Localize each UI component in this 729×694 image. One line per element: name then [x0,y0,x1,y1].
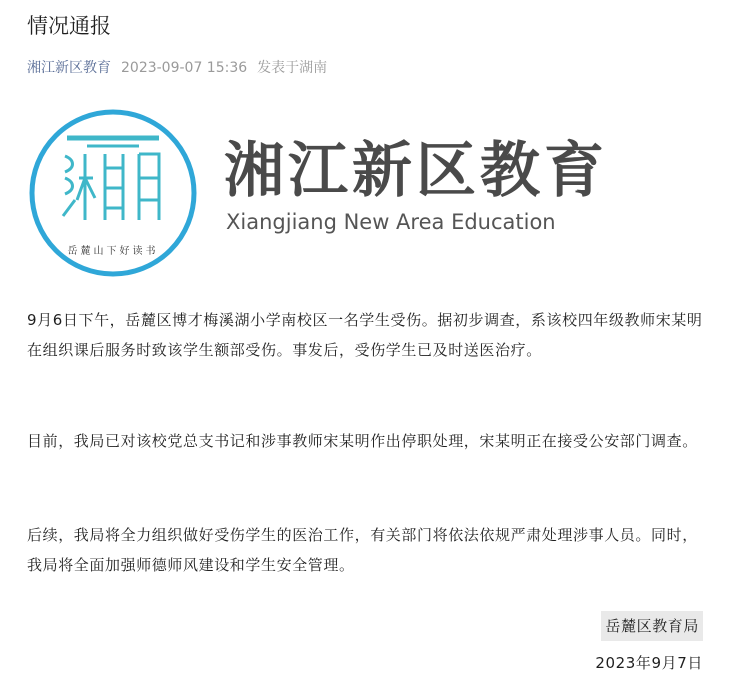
publish-time: 2023-09-07 15:36 [121,60,248,76]
account-name-link[interactable]: 湘江新区教育 [27,60,111,76]
logo-name-english: Xiangjiang New Area Education [226,210,556,234]
logo-seal-text: 岳麓山下好读书 [67,246,159,257]
publish-location: 发表于湖南 [257,60,328,76]
signature-issuer: 岳麓区教育局 [601,611,703,641]
logo-name-chinese: 湘江新区教育 [224,136,608,206]
article-title: 情况通报 [27,14,111,38]
body-paragraph-2: 目前，我局已对该校党总支书记和涉事教师宋某明作出停职处理，宋某明正在接受公安部门调查。 [27,432,698,450]
logo-banner-image [27,108,627,278]
body-paragraph-1: 9月6日下午，岳麓区博才梅溪湖小学南校区一名学生受伤。据初步调查，系该校四年级教师宋某明在组织课后服务时致该学生额部受伤。事发后，受伤学生已及时送医治疗。 [27,311,703,359]
article-meta [27,57,327,79]
logo-emblem [27,108,199,278]
body-paragraph-3: 后续，我局将全力组织做好受伤学生的医治工作，有关部门将依法依规严肃处理涉事人员。同时，我局将全面加强师德师风建设和学生安全管理。 [27,526,698,574]
signature-date: 2023年9月7日 [595,654,703,672]
